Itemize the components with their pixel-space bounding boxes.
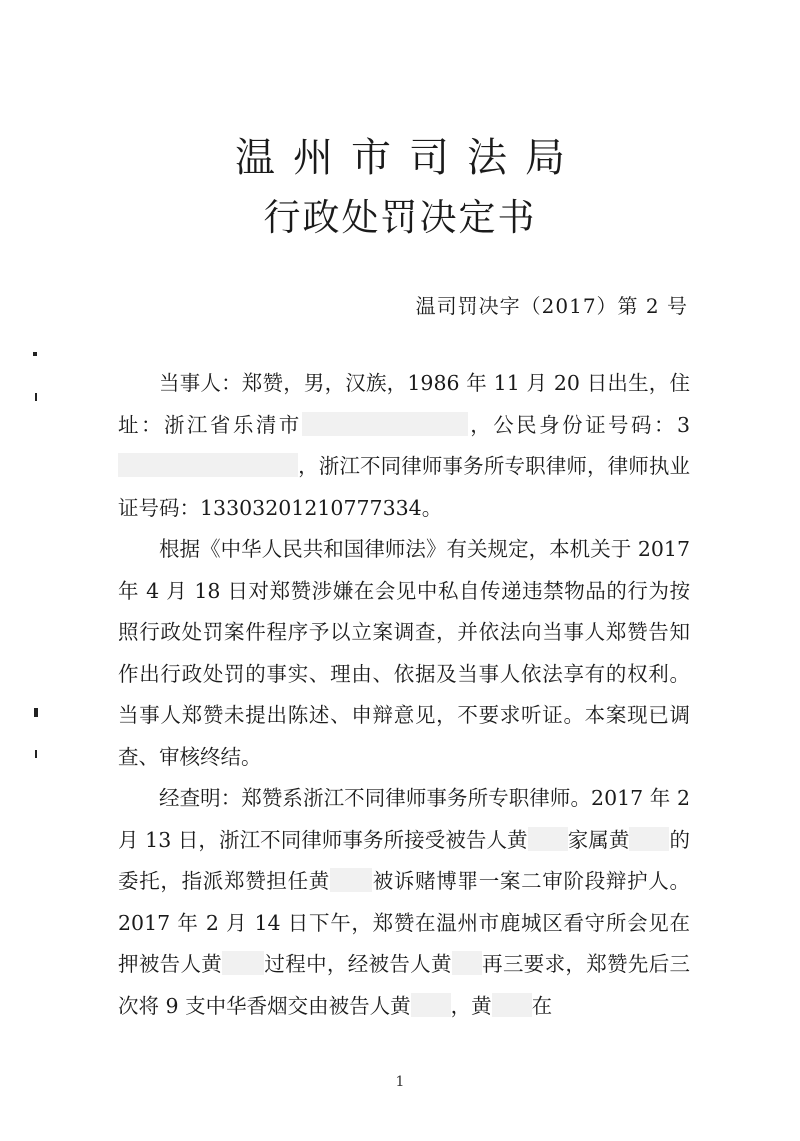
- facts-text-2: 家属黄: [567, 827, 630, 852]
- document-body: [118, 363, 690, 1027]
- redacted-block: [222, 951, 264, 975]
- redacted-block: [118, 453, 298, 477]
- facts-text-8: 在: [531, 993, 553, 1018]
- party-text-3: ，浙江不同律师事务所专职律师，律师执业证号码：13303201210777334。: [118, 454, 690, 520]
- redacted-block: [492, 993, 532, 1017]
- redacted-block: [330, 868, 372, 892]
- facts-text-3: 的委托，指派郑赞担任黄: [118, 827, 691, 893]
- facts-text-6: 再三要求，郑赞先后三次将 9 支中华香烟交由被告人黄: [118, 952, 691, 1018]
- basis-paragraph: 根据《中华人民共和国律师法》有关规定，本机关于 2017 年 4 月 18 日对郑赞涉嫌在会见中私自传递违禁物品的行为按照行政处罚案件程序予以立案调查，并依法向当事人郑赞告知作出行政处罚的事实、理由、依据及当事人依法享有的权利。当事人郑赞未提出陈述、申辩意见，不要求听证。本案现已调查、审核终结。: [118, 537, 690, 769]
- document-title: 行政处罚决定书: [263, 196, 537, 239]
- redacted-block: [528, 827, 568, 851]
- facts-text-7: ，黄: [450, 993, 492, 1018]
- margin-mark: [34, 708, 38, 717]
- redacted-block: [411, 993, 451, 1017]
- margin-mark: [35, 393, 37, 401]
- page-number: 1: [395, 1074, 405, 1090]
- issuing-authority-title: 温州市司法局: [235, 135, 583, 181]
- party-paragraph: [118, 363, 690, 529]
- margin-mark: [33, 352, 37, 356]
- facts-text-1: 经查明：郑赞系浙江不同律师事务所专职律师。2017 年 2 月 13 日，浙江不同律师事务所接受被告人黄: [118, 786, 690, 852]
- redacted-block: [452, 951, 482, 975]
- facts-paragraph: [118, 778, 690, 1027]
- party-text-2: ，公民身份证号码：3: [467, 412, 691, 437]
- redacted-block: [302, 412, 468, 436]
- facts-text-5: 过程中，经被告人黄: [264, 952, 452, 976]
- facts-text-4: 被诉赌博罪一案二审阶段辩护人。2017 年 2 月 14 日下午，郑赞在温州市鹿城区看守所会见在押被告人黄: [118, 869, 690, 976]
- margin-mark: [35, 750, 37, 758]
- party-text-1: 当事人：郑赞，男，汉族，1986 年 11 月 20 日出生，住址：浙江省乐清市: [118, 371, 690, 437]
- redacted-block: [629, 827, 669, 851]
- document-number: 温司罚决字（2017）第 2 号: [415, 294, 688, 318]
